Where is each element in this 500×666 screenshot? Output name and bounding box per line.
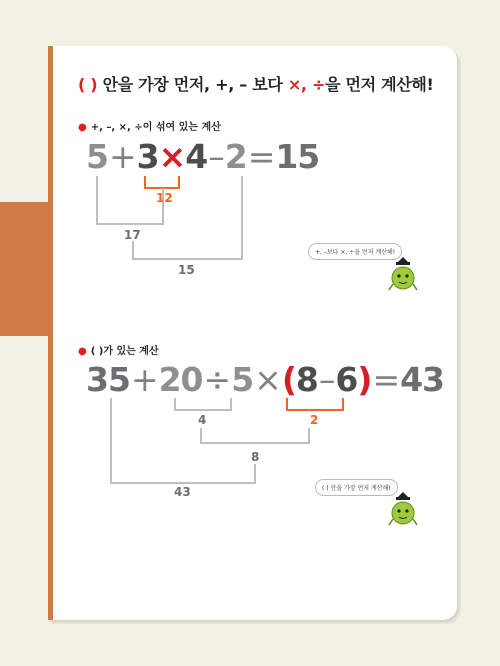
eq2-operator-plus: + <box>130 360 158 399</box>
eq2-right-paren: ) <box>357 360 372 399</box>
eq2-operator-minus: – <box>318 360 335 399</box>
eq2-left-paren: ( <box>281 360 296 399</box>
bullet-icon: ● <box>78 122 87 133</box>
eq1-result: 15 <box>275 137 320 176</box>
eq2-operand-b: 20 <box>158 360 203 399</box>
step-result-12: 12 <box>156 191 173 205</box>
eq2-operator-divide: ÷ <box>203 360 231 399</box>
bracket-4 <box>175 398 231 410</box>
side-tab <box>0 202 50 336</box>
equation-2 <box>86 360 444 399</box>
page-title <box>78 72 434 95</box>
eq1-operand-c: 4 <box>185 137 208 176</box>
title-parenthesis: ( ) <box>78 75 98 94</box>
eq2-equals: = <box>372 360 400 399</box>
title-mul-div: ×, ÷ <box>287 75 326 94</box>
eq1-operator-minus: – <box>208 137 224 176</box>
eq2-operand-c: 5 <box>231 360 254 399</box>
bracket-2 <box>287 398 343 410</box>
eq1-operand-d: 2 <box>224 137 247 176</box>
step-result-17: 17 <box>124 228 141 242</box>
step-result-8: 8 <box>251 450 260 464</box>
workbook-page <box>48 46 457 620</box>
eq2-result: 43 <box>400 360 445 399</box>
step-result-43: 43 <box>174 485 191 499</box>
eq1-operator-plus: + <box>108 137 136 176</box>
pea-character-icon <box>389 492 417 525</box>
eq1-equals: = <box>247 137 275 176</box>
bracket-12 <box>145 176 179 188</box>
eq2-operand-d: 8 <box>295 360 318 399</box>
title-text-1: 안을 가장 먼저, <box>97 75 216 94</box>
section-2-title <box>78 342 159 357</box>
speech-bubble-1: +, –보다 ×, ÷을 먼저 계산해! <box>308 243 402 260</box>
eq1-operand-a: 5 <box>86 137 108 176</box>
bullet-icon: ● <box>78 346 87 357</box>
speech-bubble-2: ( ) 안을 가장 먼저 계산해! <box>315 479 398 496</box>
step-result-2: 2 <box>310 413 319 427</box>
section-1-title-text: +, –, ×, ÷이 섞여 있는 계산 <box>90 122 221 133</box>
step-result-15: 15 <box>178 263 195 277</box>
bracket-17 <box>97 176 163 224</box>
title-plus-minus: +, – <box>215 75 247 94</box>
title-text-3: 을 먼저 계산해! <box>325 75 434 94</box>
title-text-2: 보다 <box>246 75 288 94</box>
pea-character-icon <box>389 257 417 290</box>
eq1-operator-times: × <box>158 137 186 176</box>
bracket-8 <box>201 428 309 443</box>
equation-1 <box>86 137 319 176</box>
section-1-title <box>78 118 221 133</box>
eq1-operand-b: 3 <box>136 137 159 176</box>
eq2-operator-times: × <box>254 360 281 399</box>
step-result-4: 4 <box>198 413 207 427</box>
section-2-title-text: ( )가 있는 계산 <box>90 346 159 357</box>
eq2-operand-a: 35 <box>86 360 130 399</box>
eq2-operand-e: 6 <box>335 360 358 399</box>
